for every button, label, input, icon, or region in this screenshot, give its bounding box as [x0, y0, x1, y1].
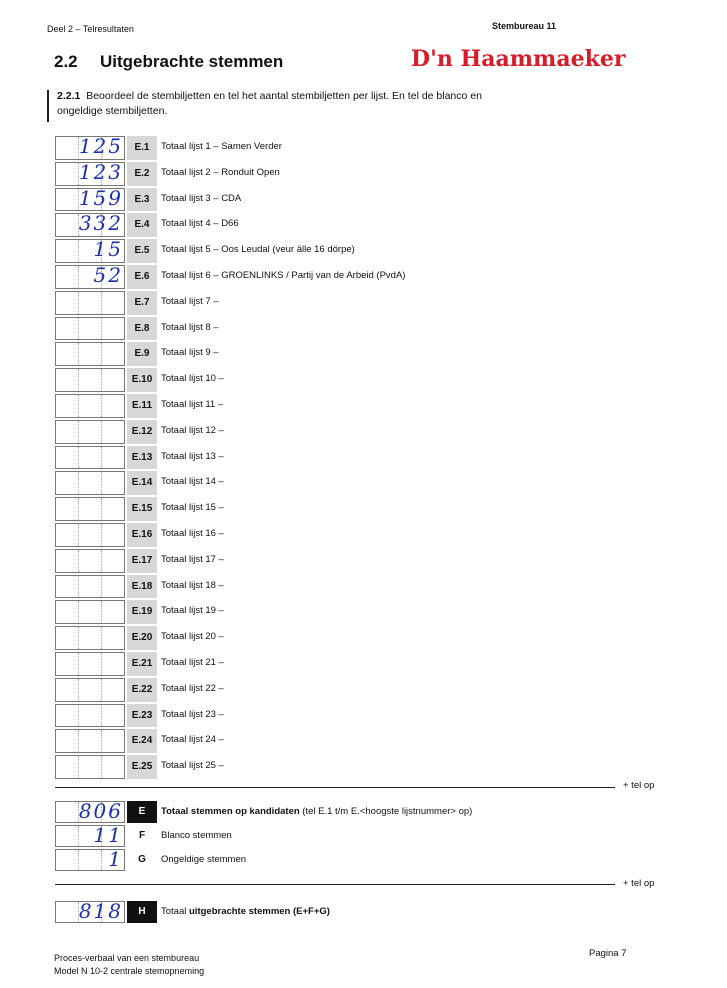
total-label — [161, 854, 246, 865]
grand-total-value: 818 — [78, 899, 123, 923]
list-code: E.21 — [127, 652, 157, 676]
list-label: Totaal lijst 16 – — [161, 528, 224, 539]
list-total-value — [57, 315, 123, 341]
list-code: E.13 — [127, 446, 157, 470]
list-code: E.9 — [127, 342, 157, 366]
list-label: Totaal lijst 20 – — [161, 631, 224, 643]
instruction-number: 2.2.1 — [57, 90, 81, 102]
list-code: E.23 — [127, 704, 157, 728]
list-label: Totaal lijst 10 – — [161, 373, 224, 385]
instruction-text: Beoordeel de stembiljetten en tel het aantal stembiljetten per lijst. En tel de blanco en ongeldige stembiljetten. — [57, 90, 482, 117]
list-code: E.4 — [127, 213, 157, 237]
section-number: 2.2 — [54, 52, 78, 71]
list-label: Totaal lijst 17 – — [161, 553, 224, 565]
total-value: 11 — [93, 823, 123, 847]
list-label: Totaal lijst 2 – Ronduit Open — [161, 166, 280, 178]
tel-op-label-2: + tel op — [623, 878, 655, 889]
list-code: E.18 — [127, 575, 157, 599]
list-code: E.8 — [127, 317, 157, 341]
instruction-bar — [47, 90, 49, 122]
total-value: 806 — [78, 799, 123, 823]
list-total-value — [57, 289, 123, 315]
list-label: Totaal lijst 14 – — [161, 476, 224, 488]
list-total-value — [57, 753, 123, 779]
instruction — [57, 89, 517, 119]
sum-rule-2 — [55, 884, 615, 885]
list-total-value — [57, 418, 123, 444]
list-code: E.14 — [127, 471, 157, 495]
list-total-value — [57, 702, 123, 728]
list-code: E.6 — [127, 265, 157, 289]
list-code: E.10 — [127, 368, 157, 392]
list-total-value: 332 — [78, 211, 123, 236]
list-code: E.11 — [127, 394, 157, 418]
total-label-rest: Ongeldige stemmen — [161, 854, 247, 865]
list-total-value — [57, 598, 123, 624]
list-total-value — [57, 727, 123, 753]
list-code: E.5 — [127, 239, 157, 263]
total-value: 1 — [108, 847, 123, 871]
sum-rule-1 — [55, 787, 615, 788]
list-total-value: 15 — [93, 237, 123, 262]
list-total-value — [57, 573, 123, 599]
list-label: Totaal lijst 24 – — [161, 734, 224, 746]
grand-total-label — [161, 906, 330, 917]
footer-line-2: Model N 10-2 centrale stemopneming — [54, 966, 205, 976]
list-label: Totaal lijst 7 – — [161, 295, 219, 307]
list-total-value — [57, 521, 123, 547]
list-total-value — [57, 624, 123, 650]
list-label: Totaal lijst 8 – — [161, 321, 219, 333]
total-label-bold: Totaal stemmen op kandidaten — [161, 806, 300, 817]
footer-model — [54, 952, 204, 978]
municipality-stamp: D'n Haammaeker — [411, 46, 626, 72]
total-label-rest: Blanco stemmen — [161, 830, 232, 841]
list-code: E.7 — [127, 291, 157, 315]
list-label: Totaal lijst 21 – — [161, 657, 224, 668]
total-code: F — [138, 830, 146, 841]
list-code: E.19 — [127, 600, 157, 624]
list-total-value — [57, 650, 123, 676]
list-label: Totaal lijst 19 – — [161, 605, 224, 617]
grand-total-label-bold: uitgebrachte stemmen (E+F+G) — [189, 906, 330, 917]
list-total-value — [57, 547, 123, 573]
list-total-value — [57, 366, 123, 392]
list-label: Totaal lijst 11 – — [161, 399, 224, 410]
total-label-rest: (tel E.1 t/m E.<hoogste lijstnummer> op) — [299, 806, 473, 817]
total-code: G — [138, 854, 146, 865]
total-label — [161, 806, 472, 817]
list-label: Totaal lijst 18 – — [161, 579, 224, 591]
list-code: E.20 — [127, 626, 157, 650]
list-code: E.22 — [127, 678, 157, 702]
header-section-label: Deel 2 – Telresultaten — [47, 24, 134, 34]
list-code: E.3 — [127, 188, 157, 212]
list-label: Totaal lijst 12 – — [161, 424, 224, 436]
list-label: Totaal lijst 5 – Oos Leudal (veur älle 16 dörpe) — [161, 244, 355, 256]
list-total-value: 159 — [78, 185, 123, 210]
list-label: Totaal lijst 6 – GROENLINKS / Partij van de Arbeid (PvdA) — [161, 270, 406, 281]
header-polling-station: Stembureau 11 — [492, 21, 557, 31]
grand-total-label-normal: Totaal — [161, 906, 189, 917]
footer-line-1: Proces-verbaal van een stembureau — [54, 953, 200, 963]
page-number: Pagina 7 — [589, 948, 627, 959]
tel-op-label-1: + tel op — [623, 780, 655, 791]
section-title: Uitgebrachte stemmen — [100, 52, 284, 71]
list-code: E.17 — [127, 549, 157, 573]
list-label: Totaal lijst 25 – — [161, 760, 224, 772]
list-label: Totaal lijst 22 – — [161, 682, 224, 694]
list-code: E.25 — [127, 755, 157, 779]
list-label: Totaal lijst 4 – D66 — [161, 218, 239, 230]
list-label: Totaal lijst 13 – — [161, 450, 224, 462]
list-total-value — [57, 469, 123, 495]
list-label: Totaal lijst 9 – — [161, 347, 219, 359]
list-total-value — [57, 676, 123, 702]
grand-total-code: H — [127, 901, 157, 923]
list-total-value — [57, 444, 123, 470]
list-code: E.1 — [127, 136, 157, 160]
list-code: E.16 — [127, 523, 157, 547]
list-total-value — [57, 340, 123, 366]
list-code: E.2 — [127, 162, 157, 186]
list-total-value — [57, 495, 123, 521]
list-total-value: 52 — [93, 263, 123, 287]
list-total-value — [57, 392, 123, 418]
total-label — [161, 830, 232, 841]
list-code: E.15 — [127, 497, 157, 521]
list-label: Totaal lijst 3 – CDA — [161, 192, 242, 204]
list-code: E.12 — [127, 420, 157, 444]
list-label: Totaal lijst 1 – Samen Verder — [161, 141, 282, 152]
list-code: E.24 — [127, 729, 157, 753]
list-total-value: 125 — [78, 134, 123, 158]
list-label: Totaal lijst 23 – — [161, 708, 224, 720]
total-code: E — [127, 801, 157, 823]
list-total-value: 123 — [78, 159, 123, 184]
list-label: Totaal lijst 15 – — [161, 502, 224, 514]
